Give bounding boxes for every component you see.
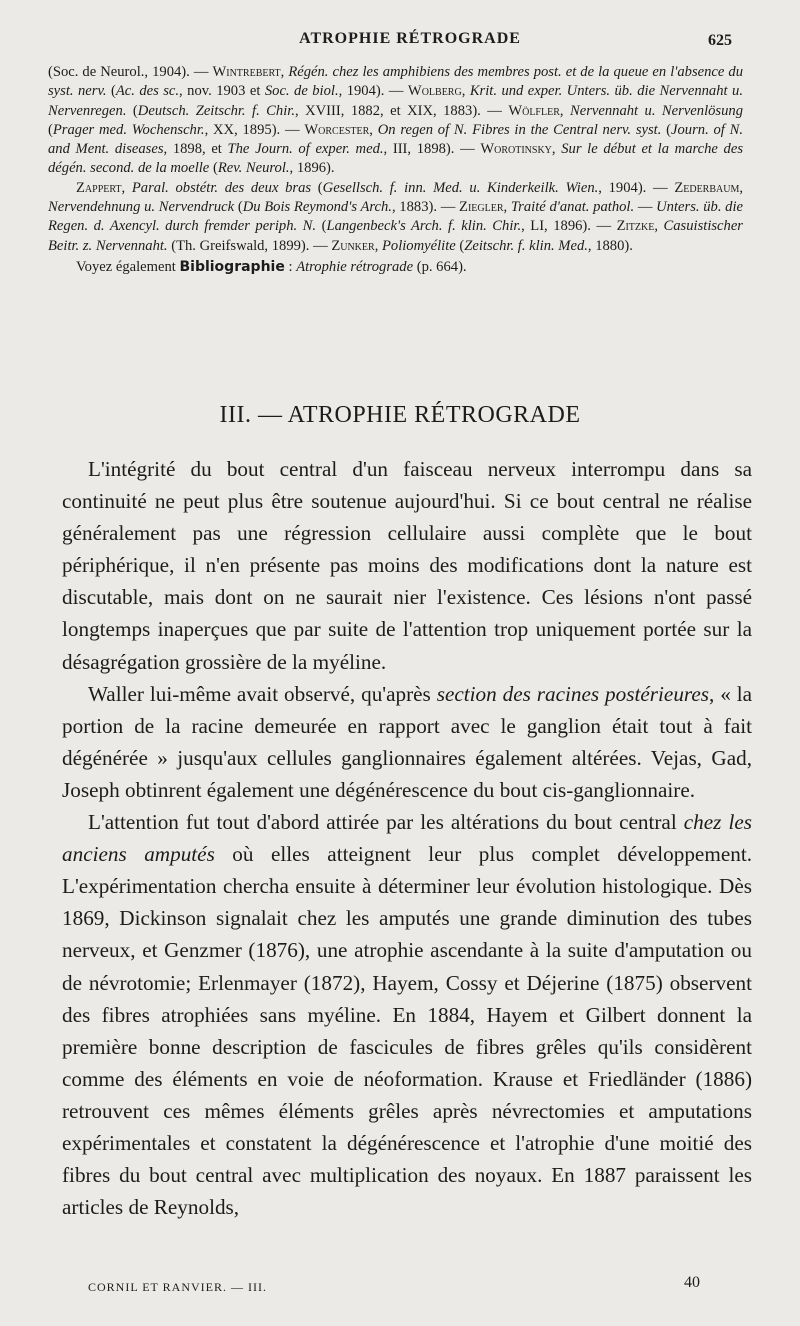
bibliography-notes <box>48 63 743 277</box>
author-name: Wölfler <box>508 102 560 119</box>
running-title: ATROPHIE RÉTROGRADE <box>299 30 521 47</box>
main-text <box>62 453 752 1223</box>
author-name: Zunker <box>331 237 375 254</box>
body-paragraph-3: L'attention fut tout d'abord attirée par les altérations du bout central chez les anciens amputés où elles atteignent leur plus complet développement. L'expérimentation chercha ensuite à déterminer leur évolution histologique. Dès 1869, Dickinson signalait chez les amputés une grande diminution des tubes nerveux, et Genzmer (1876), une atrophie ascendante à la suite d'amputation ou de névrotomie; Erlenmayer (1872), Hayem, Cossy et Déjerine (1875) observent des fibres atrophiées sans myéline. En 1884, Hayem et Gilbert donnent la première bonne description de fascicules de fibres grêles qu'ils considèrent comme des éléments en voie de néoformation. Krause et Friedländer (1886) retrouvent ces mêmes éléments grêles après névrectomies et amputations expérimentales et constatent la dégénérescence et l'atrophie d'une moitié des fibres du bout central avec multiplication des noyaux. En 1887 paraissent les articles de Reynolds, <box>62 810 752 1220</box>
author-name: Zederbaum <box>674 179 740 196</box>
bibliography-paragraph-1: (Soc. de Neurol., 1904). — Wintrebert, Régén. chez les amphibiens des membres post. et de la queue en l'absence du syst. nerv. (Ac. des sc., nov. 1903 et Soc. de biol., 1904). — Wolberg, Krit. und exper. Unters. üb. die Nervennaht u. Nervenregen. (Deutsch. Zeitschr. f. Chir., XVIII, 1882, et XIX, 1883). — Wölfler, Nervennaht u. Nervenlösung (Prager med. Wochenschr., XX, 1895). — Worcester, On regen of N. Fibres in the Central nerv. syst. (Journ. of N. and Ment. diseases, 1898, et The Journ. of exper. med., III, 1898). — Worotinsky, Sur le début et la marche des dégén. second. de la moelle (Rev. Neurol., 1896). <box>48 64 744 177</box>
body-paragraph-2: Waller lui-même avait observé, qu'après section des racines postérieures, « la portion de la racine demeurée en rapport avec le ganglion était tout à fait dégénérée » jusqu'aux cellules ganglionnaires également altérées. Vejas, Gad, Joseph obtinrent également une dégénérescence du bout cis-ganglionnaire. <box>62 681 753 802</box>
page-number: 625 <box>708 32 732 49</box>
author-name: Wintrebert <box>212 64 281 80</box>
sheet-number: 40 <box>684 1274 700 1291</box>
author-name: Wolberg <box>407 83 462 100</box>
body-paragraph-1: L'intégrité du bout central d'un faisceau nerveux interrompu dans sa continuité ne peut plus être soutenue aujourd'hui. Si ce bout central ne réalise généralement pas une régression cellulaire aussi complète que le bout périphérique, il n'en présente pas moins des modifications dont la nature est discutable, mais dont on ne saurait nier l'existence. Ces lésions n'ont passé longtemps inaperçues que par suite de l'attention trop uniquement portée sur la désagrégation grossière de la myéline. <box>62 457 752 674</box>
see-also-label: Bibliographie <box>179 258 285 275</box>
page-header <box>60 30 760 56</box>
section-title: III. — ATROPHIE RÉTROGRADE <box>219 402 581 428</box>
author-name: Ziegler <box>459 199 504 216</box>
see-also-line: Voyez également Bibliographie : Atrophie rétrograde (p. 664). <box>76 258 467 275</box>
signature-mark: CORNIL ET RANVIER. — III. <box>88 1280 267 1294</box>
see-also-reference: Atrophie rétrograde <box>296 258 414 275</box>
author-name: Zappert <box>76 179 122 196</box>
author-name: Worcester <box>304 121 370 138</box>
author-name: Worotinsky <box>480 141 552 158</box>
author-name: Zitzke <box>616 218 655 235</box>
bibliography-paragraph-2: Zappert, Paral. obstétr. des deux bras (Gesellsch. f. inn. Med. u. Kinderkeilk. Wien., 1904). — Zederbaum, Nervendehnung u. Nervendruck (Du Bois Reymond's Arch., 1883). — Ziegler, Traité d'anat. pathol. — Unters. üb. die Regen. d. Axencyl. durch fremder periph. N. (Langenbeck's Arch. f. klin. Chir., LI, 1896). — Zitzke, Casuistischer Beitr. z. Nervennaht. (Th. Greifswald, 1899). — Zunker, Poliomyélite (Zeitschr. f. klin. Med., 1880). <box>48 179 744 254</box>
